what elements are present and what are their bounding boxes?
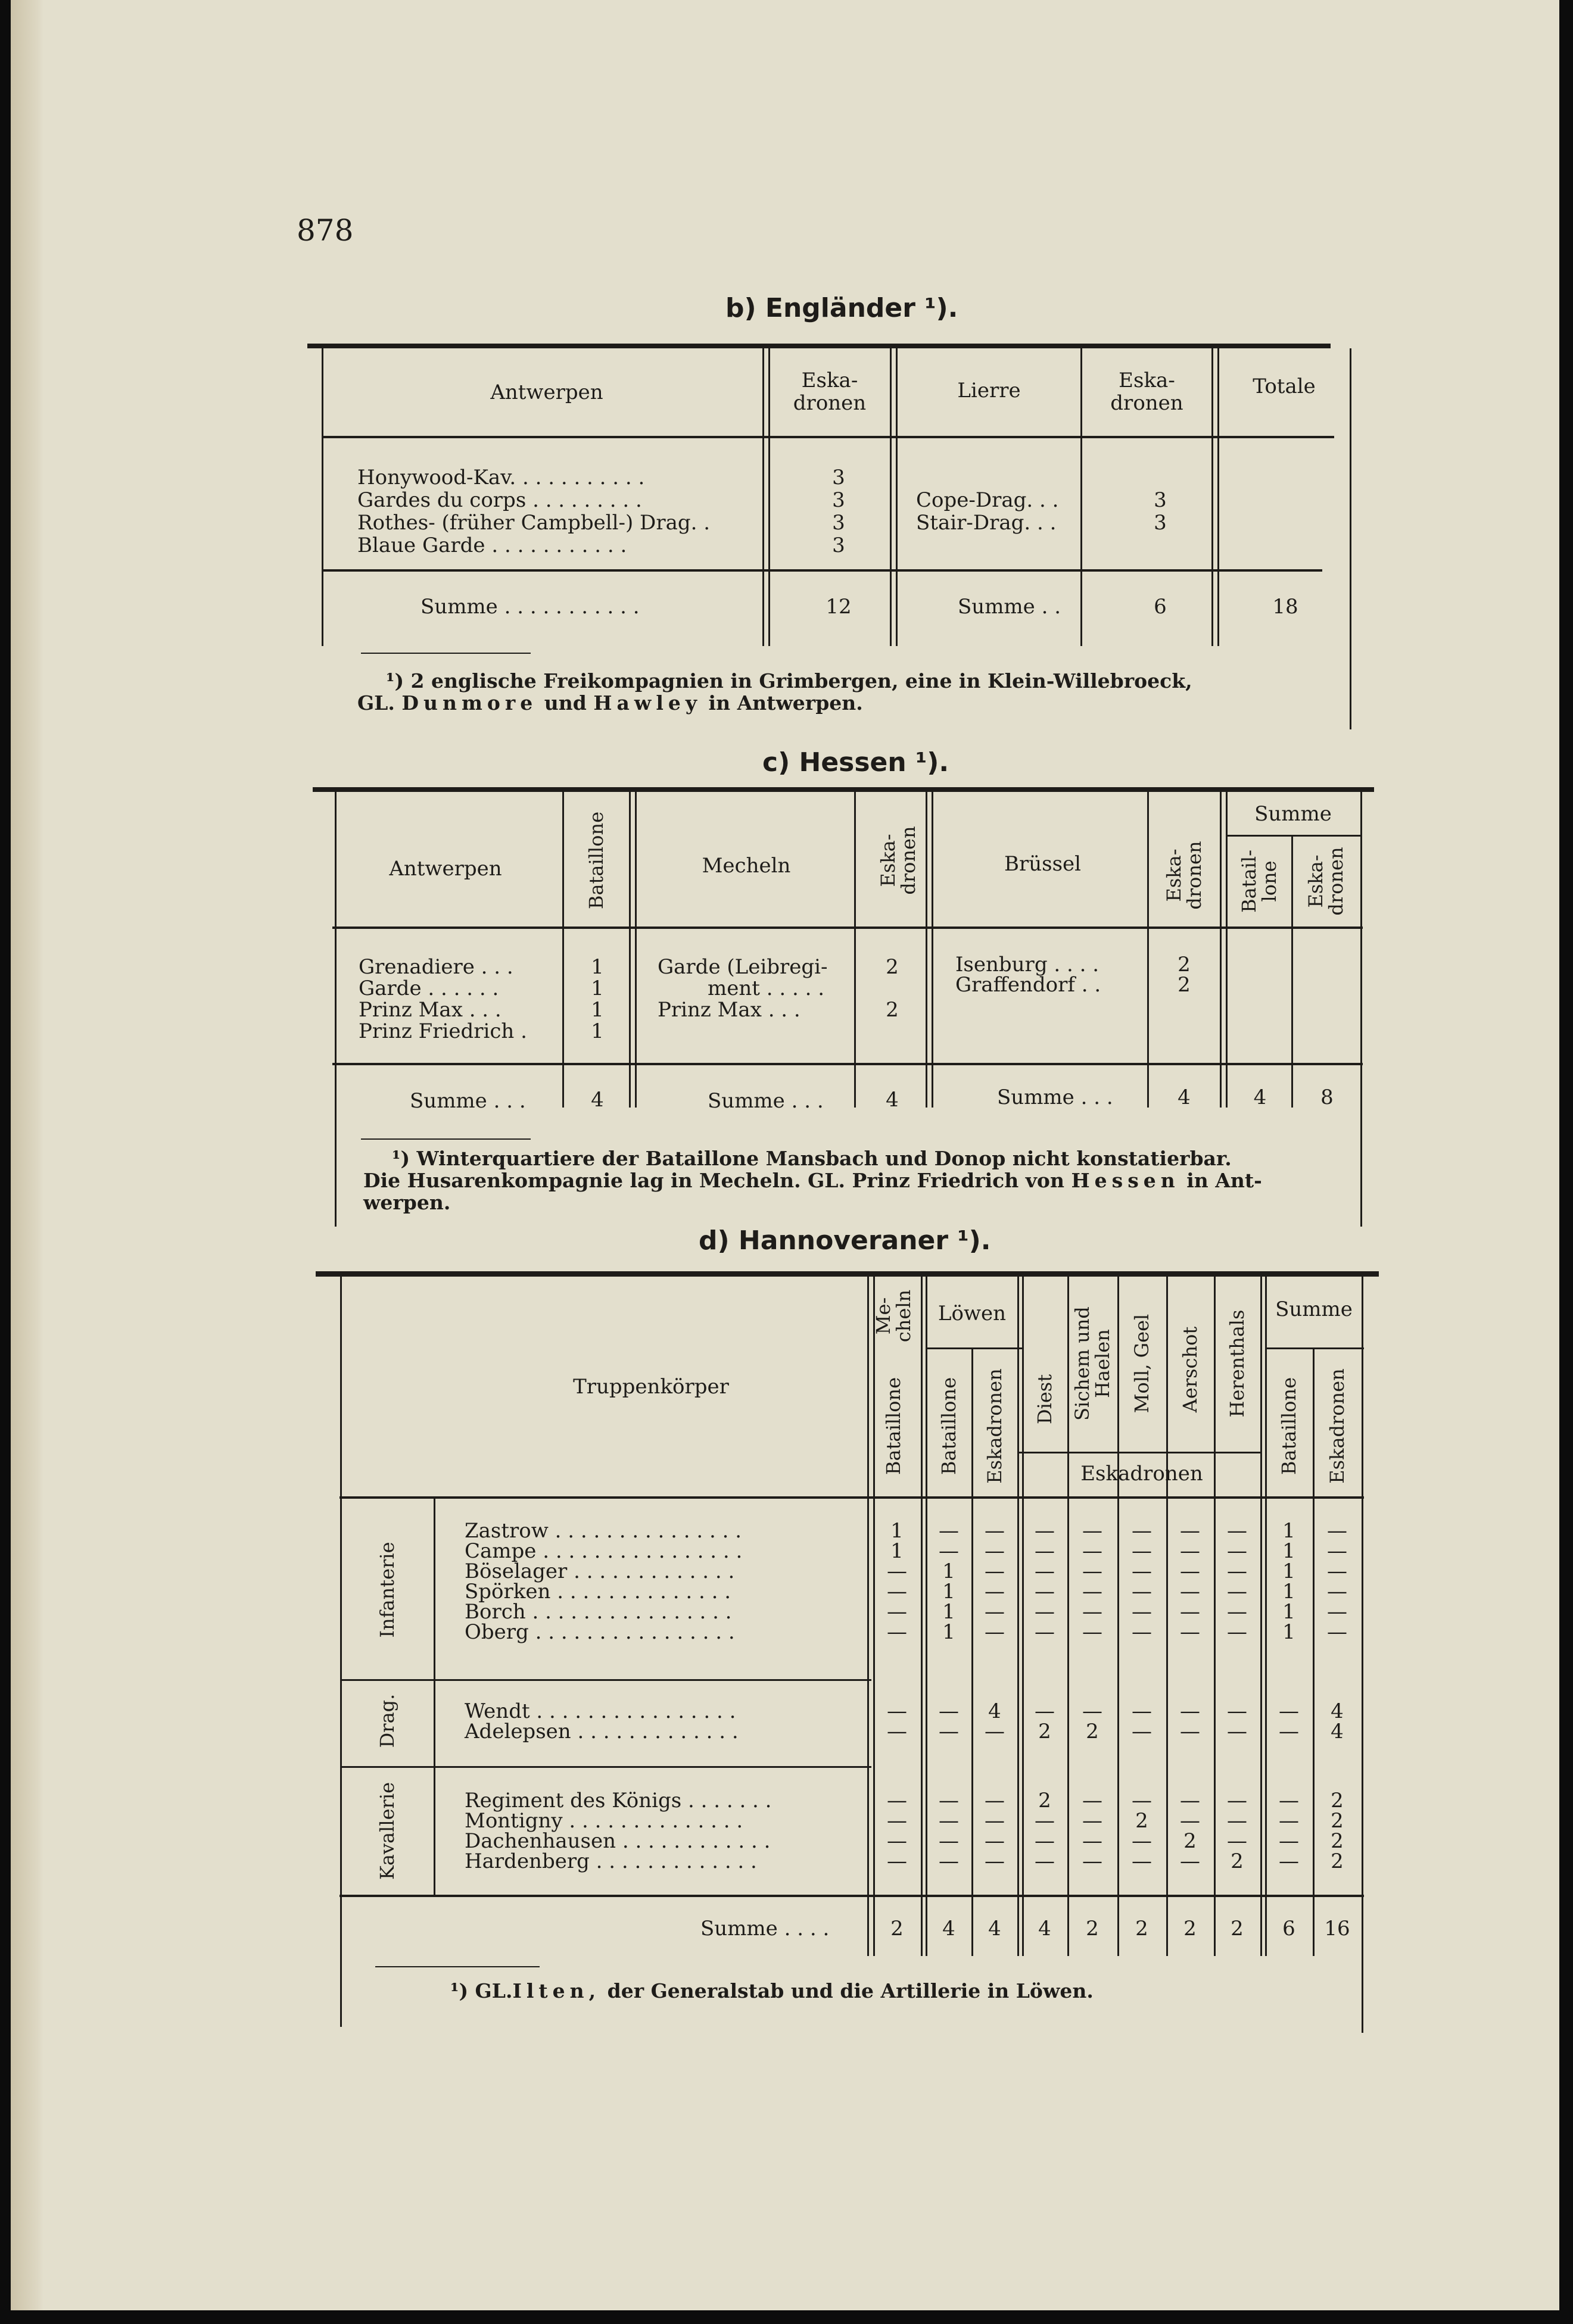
header-summe-eskadronen: Eska- dronen: [1304, 847, 1347, 916]
sum-value: 2: [1086, 1917, 1099, 1941]
cell-value: —: [985, 1600, 1005, 1624]
header-eskadronen-2: Eska- dronen: [1163, 841, 1206, 910]
cell-value: —: [887, 1699, 907, 1723]
cell-value: —: [1132, 1720, 1152, 1743]
table-row: Spörken . . . . . . . . . . . . . .: [465, 1580, 731, 1604]
cell-value: —: [1132, 1829, 1152, 1853]
cell-value: —: [939, 1720, 959, 1743]
cell-value: 3: [832, 511, 845, 535]
cell-value: 2: [1183, 1829, 1197, 1853]
cell-value: 1: [591, 977, 604, 1000]
rule: [926, 792, 927, 1108]
footnote-rule: [375, 1966, 540, 1967]
rule: [896, 348, 898, 646]
header-eskadronen: Eska- dronen: [793, 369, 867, 415]
rule: [322, 569, 1322, 572]
header-mecheln: Mecheln: [702, 854, 791, 878]
rule: [854, 792, 856, 1108]
cell-value: 2: [1086, 1720, 1099, 1743]
sum-value: 6: [1154, 595, 1167, 619]
cell-value: —: [1279, 1789, 1299, 1813]
cell-value: —: [1132, 1539, 1152, 1563]
cell-value: —: [1180, 1600, 1200, 1624]
sum-value: 2: [1231, 1917, 1244, 1941]
cell-value: 1: [1282, 1620, 1295, 1644]
cell-value: —: [887, 1580, 907, 1604]
cell-value: —: [887, 1849, 907, 1873]
rule: [339, 1496, 1364, 1499]
footnote-text: ¹) GL.: [450, 1979, 513, 2002]
rule: [307, 344, 1331, 348]
section-c-title: c) Hessen ¹).: [762, 747, 949, 778]
section-d-title: d) Hannoveraner ¹).: [699, 1225, 991, 1256]
cell-value: —: [1180, 1720, 1200, 1743]
table-row: Cope-Drag. . .: [916, 488, 1059, 512]
rule: [1226, 792, 1228, 1108]
cell-value: —: [1227, 1559, 1247, 1583]
sum-label: Summe . . .: [997, 1085, 1113, 1109]
cell-value: —: [1035, 1539, 1055, 1563]
rule: [1067, 1277, 1069, 1956]
cell-value: —: [1082, 1559, 1102, 1583]
cell-value: —: [985, 1539, 1005, 1563]
cell-value: —: [887, 1829, 907, 1853]
footnote-line: [357, 692, 863, 714]
cell-value: 3: [832, 466, 845, 489]
cell-value: —: [1035, 1580, 1055, 1604]
cell-value: 3: [1154, 488, 1167, 512]
rule: [1220, 792, 1222, 1108]
cell-value: 2: [1038, 1789, 1051, 1813]
rule: [635, 792, 637, 1108]
rule: [926, 1347, 1022, 1349]
footnote-rule: [361, 653, 531, 654]
header-summe-bataillone: Batail- lone: [1238, 850, 1281, 913]
cell-value: —: [939, 1809, 959, 1833]
cell-value: —: [1082, 1809, 1102, 1833]
cell-value: —: [887, 1559, 907, 1583]
cell-value: —: [1132, 1620, 1152, 1644]
footnote-name: Ilten,: [512, 1979, 601, 2002]
cell-value: —: [939, 1519, 959, 1543]
sum-value: 6: [1282, 1917, 1295, 1941]
sum-label: Summe . .: [958, 595, 1061, 619]
header-antwerpen: Antwerpen: [490, 380, 603, 404]
cell-value: 2: [886, 998, 899, 1022]
rule: [1265, 1347, 1364, 1349]
footnote-name: Dunmore: [401, 691, 538, 715]
header-moll-geel: Moll, Geel: [1130, 1314, 1153, 1414]
sum-value: 2: [1135, 1917, 1148, 1941]
cell-value: —: [1035, 1519, 1055, 1543]
sum-value: 4: [591, 1088, 604, 1112]
cell-value: —: [1180, 1789, 1200, 1813]
sum-value: 2: [890, 1917, 904, 1941]
cell-value: —: [1279, 1699, 1299, 1723]
cell-value: —: [1180, 1580, 1200, 1604]
rule: [762, 348, 764, 646]
rule: [932, 792, 933, 1108]
cell-value: 1: [1282, 1580, 1295, 1604]
table-row: Montigny . . . . . . . . . . . . . .: [465, 1809, 743, 1833]
cell-value: —: [1035, 1809, 1055, 1833]
header-aerschot: Aerschot: [1179, 1326, 1201, 1413]
cell-value: 1: [942, 1559, 955, 1583]
cell-value: —: [1132, 1789, 1152, 1813]
cell-value: —: [1082, 1829, 1102, 1853]
rule: [629, 792, 631, 1108]
rule: [1017, 1452, 1261, 1453]
sum-label: Summe . . .: [410, 1089, 526, 1113]
cell-value: —: [985, 1720, 1005, 1743]
cell-value: —: [985, 1519, 1005, 1543]
cell-value: —: [1327, 1519, 1347, 1543]
cell-value: —: [939, 1849, 959, 1873]
footnote-line: werpen.: [363, 1191, 451, 1214]
cell-value: 1: [890, 1539, 904, 1563]
cell-value: —: [939, 1829, 959, 1853]
cell-value: —: [887, 1620, 907, 1644]
cell-value: —: [1227, 1539, 1247, 1563]
rule: [1147, 792, 1149, 1108]
table-row: Dachenhausen . . . . . . . . . . . .: [465, 1829, 771, 1853]
cell-value: —: [1279, 1720, 1299, 1743]
cell-value: 2: [1178, 953, 1191, 977]
rule: [341, 1679, 871, 1681]
footnote-text: in Antwerpen.: [708, 691, 863, 715]
cell-value: —: [985, 1789, 1005, 1813]
cell-value: 2: [1331, 1829, 1344, 1853]
rule: [562, 792, 564, 1108]
table-row: Honywood-Kav. . . . . . . . . . .: [357, 466, 645, 489]
cell-value: —: [1082, 1789, 1102, 1813]
cell-value: —: [887, 1720, 907, 1743]
cell-value: —: [1227, 1620, 1247, 1644]
header-eskadronen: Eskadronen: [983, 1368, 1006, 1484]
sum-label: Summe . . . .: [700, 1917, 830, 1941]
table-row: Adelepsen . . . . . . . . . . . . .: [465, 1720, 739, 1743]
total-value: 8: [1320, 1085, 1334, 1109]
rule: [1211, 348, 1213, 646]
table-row: Campe . . . . . . . . . . . . . . . .: [465, 1539, 743, 1563]
table-row: Blaue Garde . . . . . . . . . . .: [357, 534, 627, 557]
rule: [1080, 348, 1082, 646]
rule: [332, 927, 1363, 929]
rule: [341, 1766, 871, 1768]
header-eskadronen-group: Eskadronen: [1080, 1462, 1203, 1486]
rule: [340, 1277, 342, 2027]
table-row: Hardenberg . . . . . . . . . . . . .: [465, 1849, 757, 1873]
cell-value: —: [1279, 1829, 1299, 1853]
rule: [316, 1271, 1379, 1277]
cell-value: —: [887, 1789, 907, 1813]
header-herenthals: Herenthals: [1226, 1309, 1248, 1418]
cell-value: —: [985, 1849, 1005, 1873]
cell-value: 4: [988, 1699, 1001, 1723]
sum-label: Summe . . .: [708, 1089, 824, 1113]
cell-value: —: [1227, 1519, 1247, 1543]
table-row: Böselager . . . . . . . . . . . . .: [465, 1559, 735, 1583]
footnote-text: GL.: [357, 691, 395, 715]
footnote-text: und: [544, 691, 587, 715]
rule: [339, 1895, 1364, 1897]
header-bataillone: Bataillone: [585, 811, 608, 910]
table-row: Prinz Max . . .: [359, 998, 502, 1022]
header-eskadronen-2: Eska- dronen: [1110, 369, 1183, 415]
sum-value: 4: [1038, 1917, 1051, 1941]
cell-value: —: [1035, 1620, 1055, 1644]
header-truppenkoerper: Truppenkörper: [573, 1375, 729, 1399]
cell-value: —: [1035, 1829, 1055, 1853]
table-row: Gardes du corps . . . . . . . . .: [357, 488, 642, 512]
cell-value: —: [985, 1559, 1005, 1583]
header-sichem-haelen: Sichem und Haelen: [1071, 1306, 1114, 1421]
footnote-line: [450, 1980, 1094, 2002]
header-loewen: Löwen: [937, 1302, 1007, 1325]
cell-value: —: [1279, 1849, 1299, 1873]
cell-value: —: [1082, 1519, 1102, 1543]
total-value: 18: [1272, 595, 1298, 619]
table-row: ment . . . . .: [708, 977, 824, 1000]
cell-value: 1: [591, 955, 604, 979]
cell-value: 1: [1282, 1539, 1295, 1563]
sum-value: 4: [886, 1088, 899, 1112]
cell-value: —: [1035, 1699, 1055, 1723]
cell-value: —: [1227, 1699, 1247, 1723]
rule: [1350, 348, 1351, 729]
cell-value: —: [939, 1789, 959, 1813]
cell-value: —: [1227, 1809, 1247, 1833]
table-row: Wendt . . . . . . . . . . . . . . . .: [465, 1699, 736, 1723]
cell-value: —: [1035, 1600, 1055, 1624]
table-row: Garde . . . . . .: [359, 977, 499, 1000]
footnote-rule: [361, 1138, 531, 1140]
table-row: Graffendorf . .: [955, 973, 1101, 997]
cell-value: —: [985, 1580, 1005, 1604]
header-antwerpen: Antwerpen: [389, 857, 502, 881]
cell-value: —: [1082, 1580, 1102, 1604]
cell-value: —: [1227, 1720, 1247, 1743]
sum-label: Summe . . . . . . . . . . .: [420, 595, 640, 619]
cell-value: —: [1082, 1620, 1102, 1644]
footnote-name: Hawley: [593, 691, 702, 715]
footnote-text: Die Husarenkompagnie lag in Mecheln. GL. Prinz Friedrich von: [363, 1169, 1064, 1192]
cell-value: 3: [1154, 511, 1167, 535]
cell-value: —: [939, 1539, 959, 1563]
cell-value: —: [1180, 1559, 1200, 1583]
footnote-line: ¹) Winterquartiere der Bataillone Mansbach und Donop nicht konstatierbar.: [392, 1147, 1232, 1170]
rule: [867, 1277, 869, 1956]
rule: [1260, 1277, 1262, 1956]
rule: [1217, 348, 1219, 646]
total-value: 4: [1253, 1085, 1267, 1109]
cell-value: —: [1132, 1699, 1152, 1723]
cell-value: —: [985, 1829, 1005, 1853]
cell-value: 3: [832, 534, 845, 557]
group-dragoner: Drag.: [376, 1693, 398, 1748]
header-lierre: Lierre: [957, 379, 1021, 403]
cell-value: —: [939, 1699, 959, 1723]
table-row: Garde (Leibregi-: [658, 955, 828, 979]
rule: [1362, 1277, 1363, 2033]
cell-value: 1: [942, 1600, 955, 1624]
cell-value: —: [1279, 1809, 1299, 1833]
cell-value: 2: [1331, 1809, 1344, 1833]
cell-value: 4: [1331, 1720, 1344, 1743]
cell-value: 2: [1331, 1789, 1344, 1813]
footnote-name: Hessen: [1071, 1169, 1180, 1192]
rule: [313, 787, 1374, 792]
cell-value: —: [1327, 1539, 1347, 1563]
cell-value: 3: [832, 488, 845, 512]
rule: [434, 1499, 435, 1895]
table-row: Zastrow . . . . . . . . . . . . . . .: [465, 1519, 742, 1543]
table-row: Grenadiere . . .: [359, 955, 513, 979]
cell-value: 1: [591, 1019, 604, 1043]
section-b-title: b) Engländer ¹).: [725, 293, 958, 323]
cell-value: —: [1132, 1849, 1152, 1873]
sum-value: 12: [826, 595, 852, 619]
cell-value: 1: [890, 1519, 904, 1543]
page-edge: [11, 0, 43, 2310]
cell-value: —: [1082, 1600, 1102, 1624]
cell-value: —: [1035, 1559, 1055, 1583]
cell-value: —: [1132, 1600, 1152, 1624]
table-row: Regiment des Königs . . . . . . .: [465, 1789, 772, 1813]
table-row: Oberg . . . . . . . . . . . . . . . .: [465, 1620, 735, 1644]
table-row: Isenburg . . . .: [955, 953, 1099, 977]
group-kavallerie: Kavallerie: [376, 1782, 398, 1880]
cell-value: —: [1327, 1620, 1347, 1644]
cell-value: —: [1227, 1829, 1247, 1853]
cell-value: 2: [1135, 1809, 1148, 1833]
cell-value: —: [1082, 1849, 1102, 1873]
cell-value: —: [1327, 1580, 1347, 1604]
rule: [322, 436, 1334, 438]
rule: [322, 348, 323, 646]
cell-value: 1: [942, 1580, 955, 1604]
cell-value: —: [1035, 1849, 1055, 1873]
rule: [335, 792, 337, 1227]
cell-value: 1: [1282, 1559, 1295, 1583]
header-bataillone: Bataillone: [1278, 1377, 1300, 1475]
header-diest: Diest: [1033, 1374, 1056, 1425]
cell-value: 1: [591, 998, 604, 1022]
cell-value: —: [1180, 1699, 1200, 1723]
cell-value: —: [1180, 1620, 1200, 1644]
rule: [890, 348, 892, 646]
rule: [921, 1277, 923, 1956]
rule: [1226, 835, 1362, 837]
sum-value: 2: [1183, 1917, 1197, 1941]
footnote-text: der Generalstab und die Artillerie in Löwen.: [607, 1979, 1094, 2002]
table-row: Prinz Max . . .: [658, 998, 800, 1022]
sum-value: 4: [942, 1917, 955, 1941]
header-bataillone: Bataillone: [937, 1377, 960, 1475]
cell-value: 1: [1282, 1519, 1295, 1543]
footnote-text: in Ant-: [1186, 1169, 1262, 1192]
cell-value: —: [1327, 1559, 1347, 1583]
cell-value: —: [1327, 1600, 1347, 1624]
cell-value: —: [1180, 1849, 1200, 1873]
rule: [1291, 835, 1293, 1108]
table-row: Rothes- (früher Campbell-) Drag. .: [357, 511, 711, 535]
table-row: Borch . . . . . . . . . . . . . . . .: [465, 1600, 732, 1624]
document-page: [11, 0, 1559, 2310]
cell-value: —: [1180, 1519, 1200, 1543]
header-totale: Totale: [1253, 375, 1316, 398]
table-row: Prinz Friedrich .: [359, 1019, 527, 1043]
table-row: Stair-Drag. . .: [916, 511, 1057, 535]
cell-value: 2: [1178, 973, 1191, 997]
footnote-line: ¹) 2 englische Freikompagnien in Grimbergen, eine in Klein-Willebroeck,: [386, 669, 1192, 692]
header-summe: Summe: [1275, 1297, 1353, 1321]
cell-value: —: [1180, 1539, 1200, 1563]
cell-value: —: [887, 1809, 907, 1833]
sum-value: 4: [1178, 1085, 1191, 1109]
cell-value: 1: [942, 1620, 955, 1644]
footnote-line: [363, 1169, 1262, 1191]
cell-value: 4: [1331, 1699, 1344, 1723]
header-summe: Summe: [1254, 802, 1332, 826]
cell-value: 2: [1331, 1849, 1344, 1873]
header-mecheln: Me- cheln: [872, 1289, 915, 1343]
cell-value: —: [1132, 1580, 1152, 1604]
header-eskadronen: Eskadronen: [1326, 1368, 1348, 1484]
cell-value: 2: [1038, 1720, 1051, 1743]
header-bataillone: Bataillone: [882, 1377, 905, 1475]
group-infanterie: Infanterie: [376, 1542, 398, 1638]
cell-value: —: [985, 1620, 1005, 1644]
cell-value: —: [887, 1600, 907, 1624]
cell-value: —: [985, 1809, 1005, 1833]
sum-value: 16: [1324, 1917, 1350, 1941]
rule: [332, 1063, 1363, 1065]
rule: [1017, 1277, 1019, 1956]
cell-value: 2: [886, 955, 899, 979]
cell-value: —: [1227, 1600, 1247, 1624]
cell-value: 1: [1282, 1600, 1295, 1624]
header-eskadronen: Eska- dronen: [877, 826, 920, 895]
header-bruessel: Brüssel: [1004, 852, 1082, 876]
cell-value: —: [1180, 1809, 1200, 1833]
cell-value: —: [1132, 1559, 1152, 1583]
cell-value: —: [1082, 1539, 1102, 1563]
cell-value: —: [1227, 1789, 1247, 1813]
page-number: 878: [297, 213, 354, 248]
cell-value: —: [1082, 1699, 1102, 1723]
cell-value: 2: [1231, 1849, 1244, 1873]
cell-value: —: [1227, 1580, 1247, 1604]
sum-value: 4: [988, 1917, 1001, 1941]
rule: [1360, 792, 1362, 1227]
cell-value: —: [1132, 1519, 1152, 1543]
